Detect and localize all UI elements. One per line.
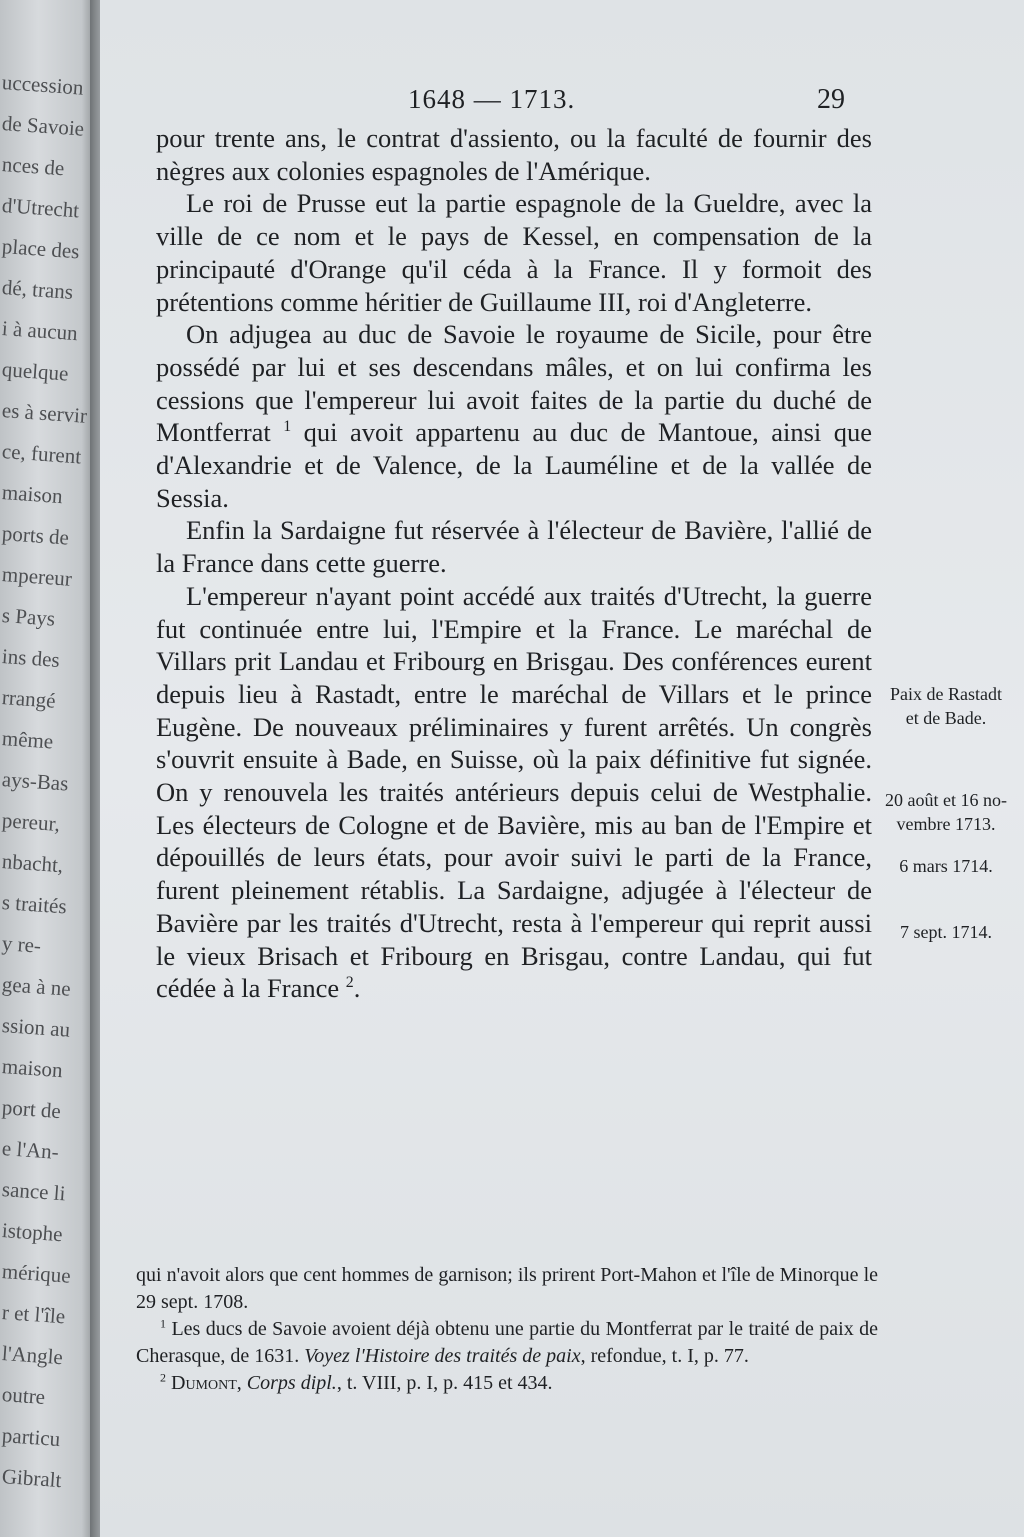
paragraph-text: qui avoit appartenu au duc de Mantoue, ainsi que d'Alexandrie et de Valence, de la Lauméline et de la vallée de Sessia. bbox=[156, 417, 872, 513]
footnote-text: , refondue, t. I, p. 77. bbox=[580, 1345, 749, 1367]
footnote-italic: Voyez l'Histoire des traités de paix bbox=[304, 1345, 581, 1367]
page-header bbox=[100, 84, 1024, 124]
facing-page-fragment: particu bbox=[1, 1423, 62, 1452]
margin-note-line: 20 août et 16 no- bbox=[885, 790, 1007, 810]
paragraph: pour trente ans, le contrat d'assiento, ou la faculté de fournir des nègres aux colonies espagnoles de l'Amérique. bbox=[156, 123, 872, 186]
facing-page-fragment: outre bbox=[1, 1382, 46, 1409]
paragraph-text: On adjugea au duc de Savoie le royaume de Sicile, pour être possédé par lui et ses descendans mâles, et on lui confirma les cessions que l'empereur lui avoit faites de la partie du duché de Montferrat bbox=[156, 319, 872, 448]
footnote-italic: Corps dipl. bbox=[246, 1372, 337, 1394]
margin-note-line: Paix de Rastadt bbox=[890, 684, 1002, 704]
facing-page-fragment: place des bbox=[1, 234, 81, 264]
facing-page-fragment: ce, furent bbox=[1, 439, 82, 469]
footnote-number: 1 bbox=[160, 1316, 166, 1331]
facing-page-fragment: y re- bbox=[1, 931, 42, 958]
facing-page-fragment: rrangé bbox=[1, 685, 57, 713]
main-text bbox=[156, 122, 872, 1005]
facing-page-fragment: gea à ne bbox=[1, 972, 72, 1001]
footnote-text: Les ducs de Savoie avoient déjà obtenu une partie du Montferrat par le traité de paix de Cherasque, de 1631. bbox=[136, 1318, 878, 1367]
facing-page-fragment: es à servir bbox=[1, 398, 88, 428]
footnote-text: , t. VIII, p. I, p. 415 et 434. bbox=[336, 1372, 553, 1394]
facing-page-fragment: pereur, bbox=[1, 808, 61, 837]
facing-page-fragment: de Savoie bbox=[1, 111, 85, 141]
facing-page-fragment: mpereur bbox=[1, 562, 73, 591]
running-title: 1648 — 1713. bbox=[408, 84, 576, 114]
margin-note-line: et de Bade. bbox=[905, 708, 987, 728]
facing-page-fragment: nces de bbox=[1, 152, 66, 181]
book-page bbox=[100, 0, 1024, 1537]
page-number: 29 bbox=[817, 84, 845, 115]
facing-page-fragment: mérique bbox=[1, 1259, 72, 1288]
footnote-number: 2 bbox=[160, 1370, 166, 1385]
footnote bbox=[136, 1370, 878, 1397]
facing-page-fragment: uccession bbox=[1, 70, 85, 100]
facing-page-fragment: d'Utrecht bbox=[1, 193, 80, 223]
facing-page-fragment: maison bbox=[1, 1054, 64, 1083]
facing-page-fragment: même bbox=[1, 726, 55, 754]
footnotes bbox=[136, 1262, 878, 1397]
margin-note bbox=[866, 682, 1024, 730]
margin-note: 6 mars 1714. bbox=[899, 856, 993, 876]
facing-page-fragment: ssion au bbox=[1, 1013, 71, 1042]
facing-page-fragment: e l'An- bbox=[1, 1136, 60, 1164]
facing-page-fragment: istophe bbox=[1, 1218, 64, 1247]
facing-page-edge bbox=[0, 0, 96, 1537]
facing-page-fragment: dé, trans bbox=[1, 275, 74, 304]
facing-page-fragment: maison bbox=[1, 480, 64, 509]
facing-page-fragment: i à aucun bbox=[1, 316, 79, 346]
paragraph-text: L'empereur n'ayant point accédé aux traités d'Utrecht, la guerre fut continuée entre lui, l'Empire et la France. Le maréchal de Villars prit Landau et Fribourg en Brisgau. Des conférences eurent depuis lieu à Rastadt, entre le maréchal de Villars et le prince Eugène. De nouveaux préliminaires y furent arrêtés. Un congrès s'ouvrit ensuite à Bade, en Suisse, où la paix définitive fut signée. On y renouvela les traités antérieurs depuis celui de Westphalie. Les électeurs de Cologne et de Bavière, mis au ban de l'Empire et dépouillés de leurs états, pour avoir suivi le parti de la France, furent pleinement rétablis. La Sardaigne, adjugée à l'électeur de Bavière par les traités d'Utrecht, resta à l'empereur qui reprit aussi le vieux Brisach et Fribourg en Brisgau, contre Landau, qui fut cédée à la France bbox=[156, 580, 872, 1004]
paragraph bbox=[156, 318, 872, 514]
paragraph: Enfin la Sardaigne fut réservée à l'électeur de Bavière, l'allié de la France dans cette guerre. bbox=[156, 515, 872, 579]
facing-page-fragment: s Pays bbox=[1, 603, 56, 631]
facing-page-fragment: ins des bbox=[1, 644, 61, 673]
facing-page-fragment: sance li bbox=[1, 1177, 67, 1206]
facing-page-fragment: ports de bbox=[1, 521, 70, 550]
footnote bbox=[136, 1316, 878, 1370]
footnote-continuation: qui n'avoit alors que cent hommes de garnison; ils prirent Port-Mahon et l'île de Minorque le 29 sept. 1708. bbox=[136, 1264, 878, 1313]
facing-page-fragment: port de bbox=[1, 1095, 62, 1124]
facing-page-fragment: Gibralt bbox=[1, 1464, 63, 1493]
facing-page-fragment: s traités bbox=[1, 890, 68, 919]
margin-note bbox=[866, 788, 1024, 836]
footnote-text: , bbox=[236, 1372, 247, 1394]
facing-page-fragment: nbacht, bbox=[1, 849, 64, 878]
paragraph: Le roi de Prusse eut la partie espagnole de la Gueldre, avec la ville de ce nom et le pays de Kessel, en compensation de la principauté d'Orange qu'il céda à la France. Il y formoit des prétentions comme héritier de Guillaume III, roi d'Angleterre. bbox=[156, 188, 872, 317]
margin-note-line: vembre 1713. bbox=[896, 814, 996, 834]
footnote-ref: 2 bbox=[345, 974, 354, 992]
footnote-author: Dumont bbox=[171, 1372, 237, 1394]
paragraph bbox=[156, 580, 872, 1005]
paragraph-text: . bbox=[353, 973, 361, 1004]
facing-page-fragment: r et l'île bbox=[1, 1300, 66, 1329]
facing-page-fragment: quelque bbox=[1, 357, 70, 386]
margin-note: 7 sept. 1714. bbox=[900, 922, 992, 942]
facing-page-fragment: l'Angle bbox=[1, 1341, 64, 1370]
facing-page-fragment: ays-Bas bbox=[1, 767, 70, 796]
footnote-ref: 1 bbox=[283, 418, 292, 436]
